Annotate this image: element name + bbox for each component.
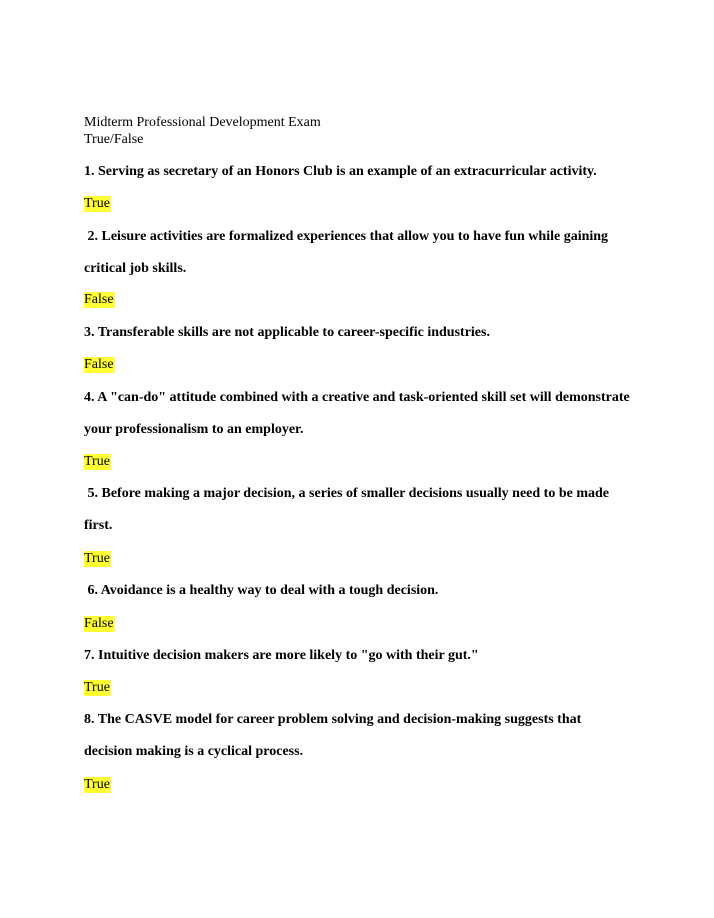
question-5-line-2: first. <box>84 518 113 533</box>
question-4-line-1: 4. A "can-do" attitude combined with a creative and task-oriented skill set will demonstrate <box>84 390 630 405</box>
question-8-line-2: decision making is a cyclical process. <box>84 744 304 759</box>
question-5-line-1: 5. Before making a major decision, a series of smaller decisions usually need to be made <box>84 486 609 501</box>
answer-1-highlight: True <box>84 196 110 211</box>
answer-3-highlight: False <box>84 357 114 372</box>
question-6-line-1: 6. Avoidance is a healthy way to deal with a tough decision. <box>84 583 439 598</box>
answer-4 <box>84 453 111 471</box>
question-2-line-1: 2. Leisure activities are formalized experiences that allow you to have fun while gaining <box>84 229 609 244</box>
answer-7 <box>84 679 111 697</box>
question-7-line-1: 7. Intuitive decision makers are more likely to "go with their gut." <box>84 648 479 663</box>
answer-3 <box>84 356 115 374</box>
answer-6 <box>84 615 115 633</box>
exam-subtitle: True/False <box>84 132 144 147</box>
answer-5 <box>84 550 111 568</box>
answer-8 <box>84 776 111 794</box>
answer-1 <box>84 195 111 213</box>
question-1-line-1: 1. Serving as secretary of an Honors Club is an example of an extracurricular activity. <box>84 164 597 179</box>
answer-8-highlight: True <box>84 777 110 792</box>
question-2-line-2: critical job skills. <box>84 261 187 276</box>
question-8-line-1: 8. The CASVE model for career problem solving and decision-making suggests that <box>84 712 582 727</box>
question-4-line-2: your professionalism to an employer. <box>84 422 304 437</box>
answer-6-highlight: False <box>84 616 114 631</box>
answer-2 <box>84 291 115 309</box>
exam-title: Midterm Professional Development Exam <box>84 115 321 130</box>
answer-4-highlight: True <box>84 454 110 469</box>
question-3-line-1: 3. Transferable skills are not applicable to career-specific industries. <box>84 325 490 340</box>
answer-2-highlight: False <box>84 292 114 307</box>
answer-5-highlight: True <box>84 551 110 566</box>
answer-7-highlight: True <box>84 680 110 695</box>
